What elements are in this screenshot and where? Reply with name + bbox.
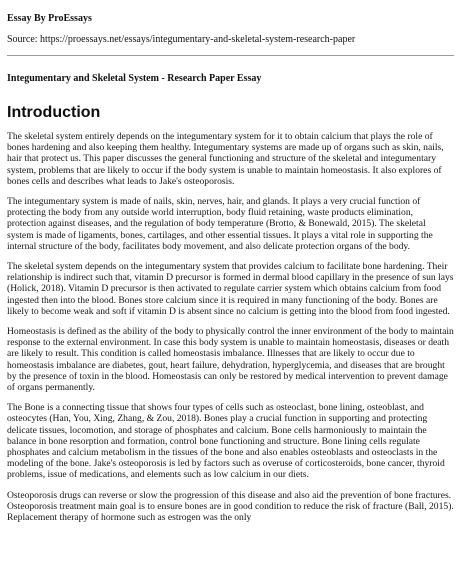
- document-title: Integumentary and Skeletal System - Research Paper Essay: [7, 73, 262, 84]
- header-divider: [7, 55, 454, 56]
- source-line: Source: https://proessays.net/essays/integumentary-and-skeletal-system-research-paper: [7, 34, 356, 45]
- paragraph: The skeletal system entirely depends on the integumentary system for it to obtain calcium that plays the role of bones hardening and also keeping them healthy. Integumentary systems are made up of organs such as skin, nails, hair that protect us. This paper discusses the general functioning and structure of the skeletal and integumentary system, problems that are likely to occur if the body system is unable to maintain homeostasis. It also explores of bones cells and describes what leads to Jake's osteoporosis.: [7, 131, 444, 187]
- section-heading-introduction: Introduction: [7, 104, 101, 121]
- header-title: Essay By ProEssays: [7, 13, 92, 24]
- paragraph: The skeletal system depends on the integumentary system that provides calcium to facilitate bone hardening. Their relationship is indirect such that, vitamin D precursor is formed in dermal blood capillary in the presence of sun lays (Holick, 2018). Vitamin D precursor is then activated to regulate carrier system which obtains calcium from food ingested then into the blood. Bones store calcium since it is required in many functioning of the body. Bones are likely to become weak and soft if vitamin D is absent since no calcium is getting into the blood from food ingested.: [7, 261, 454, 317]
- paragraph: The integumentary system is made of nails, skin, nerves, hair, and glands. It plays a very crucial function of protecting the body from any outside world interruption, body fluid retaining, waste products elimination, protection against diseases, and the regulation of body temperature (Brotto, & Bonewald, 2015). The skeletal system is made of ligaments, bones, cartilages, and other essential tissues. It plays a vital role in supporting the internal structure of the body, facilitates body movement, and also delicate protection organs of the body.: [7, 196, 433, 252]
- paragraph: The Bone is a connecting tissue that shows four types of cells such as osteoclast, bone lining, osteoblast, and osteocytes (Han, You, Xing, Zhang, & Zou, 2018). Bones play a crucial function in supporting and protecting delicate tissues, locomotion, and storage of phosphates and calcium. Bone cells harmoniously to maintain the balance in bone resorption and formation, control bone functioning and structure. Bone lining cells regulate phosphates and calcium metabolism in the tissues of the bone and also enables osteoblasts and osteoclasts in the modeling of the bone. Jake's osteoporosis is led by factors such as overuse of corticosteroids, bone cancer, thyroid problems, issue of medications, and elements such as low calcium in our diets.: [7, 402, 445, 481]
- paragraph: Osteoporosis drugs can reverse or slow the progression of this disease and also aid the prevention of bone fractures. Osteoporosis treatment main goal is to ensure bones are in good condition to reduce the risk of fracture (Ball, 2015). Replacement therapy of hormone such as estrogen was the only: [7, 489, 454, 524]
- paragraph: Homeostasis is defined as the ability of the body to physically control the inner environment of the body to maintain response to the external environment. In case this body system is unable to maintain homeostasis, diseases or death are likely to result. This condition is called homeostasis imbalance. Illnesses that are likely to occur due to homeostasis imbalance are diabetes, gout, heart failure, dehydration, hyperglycemia, and diseases that are brought by the presence of toxin in the blood. Homeostasis can only be restored by medical intervention to prevent damage of organs permanently.: [7, 326, 454, 394]
